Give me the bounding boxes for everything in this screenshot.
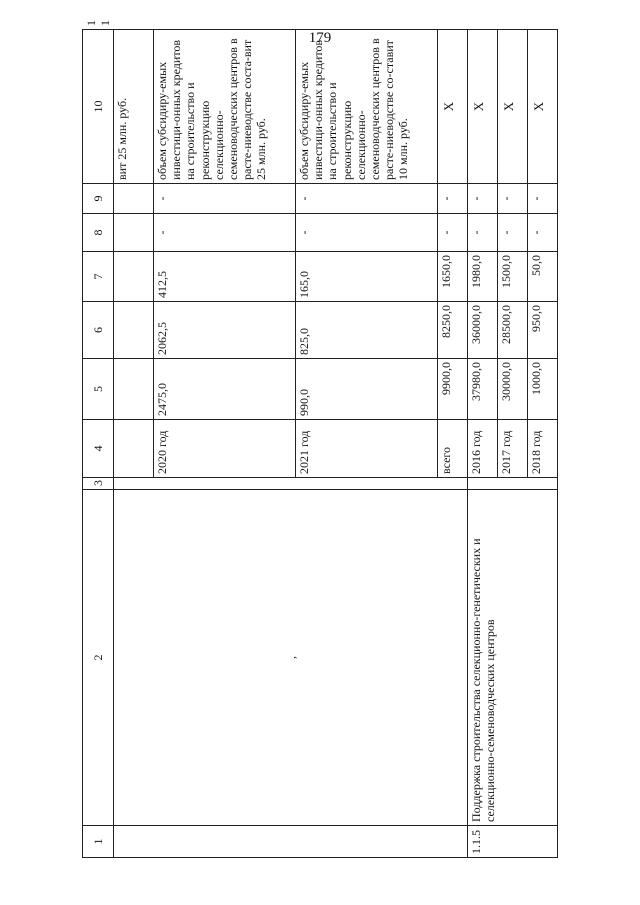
description-2020: объем субсидиру-емых инвестици-онных кредитов на строительство и реконструкцию селекционно-семеноводческих центров в расте-ниеводстве соста-вит 25 млн. руб. — [154, 30, 296, 184]
col-header-5: 5 — [83, 359, 114, 420]
item-name: Поддержка строительства селекционно-генетических и селекционно-семеноводческих центров — [468, 490, 558, 826]
year-2016: 2016 год — [468, 420, 498, 478]
year-2018: 2018 год — [528, 420, 558, 478]
year-2020: 2020 год — [154, 420, 296, 478]
col-header-3: 3 — [83, 478, 114, 490]
item-number: 1.1.5 — [468, 826, 558, 858]
program-table — [82, 20, 558, 858]
table-row-total: всего 9900,0 8250,0 1650,0 - - X — [438, 30, 468, 858]
table-row-2021: 2021 год 990,0 825,0 165,0 - - объем субсидиру-емых инвестици-онных кредитов на строительство и реконструкцию селекционно-семеноводческих центров в расте-ниеводстве со-ставит 10 млн. руб. — [296, 30, 438, 858]
col-header-8: 8 — [83, 214, 114, 252]
year-total: всего — [438, 420, 468, 478]
year-2021: 2021 год — [296, 420, 438, 478]
year-2017: 2017 год — [498, 420, 528, 478]
col-header-1: 1 — [83, 826, 114, 858]
table-row-2020: 2020 год 2475,0 2062,5 412,5 - - объем субсидиру-емых инвестици-онных кредитов на строительство и реконструкцию селекционно-семеноводческих центров в расте-ниеводстве соста-вит 25 млн. руб. — [154, 30, 296, 858]
col-header-4: 4 — [83, 420, 114, 478]
stray-mark: , — [114, 490, 468, 826]
col-header-7: 7 — [83, 252, 114, 302]
page-number: 179 — [308, 30, 332, 46]
col-header-2: 2 — [83, 490, 114, 826]
table-row-2016: 1.1.5 Поддержка строительства селекционно-генетических и селекционно-семеноводческих центров 2016 год 37980,0 36000,0 1980,0 - - X — [468, 30, 498, 858]
col-header-10: 10 — [83, 30, 114, 184]
table-row-2018: 2018 год 1000,0 950,0 50,0 - - X — [528, 30, 558, 858]
table-row — [114, 30, 154, 858]
col-header-6: 6 — [83, 302, 114, 359]
table-row-2017: 2017 год 30000,0 28500,0 1500,0 - - X — [498, 30, 528, 858]
description-2021: объем субсидиру-емых инвестици-онных кредитов на строительство и реконструкцию селекционно-семеноводческих центров в расте-ниеводстве со-ставит 10 млн. руб. — [296, 30, 438, 184]
carry-over-text: вит 25 млн. руб. — [114, 30, 154, 184]
col-header-9: 9 — [83, 184, 114, 214]
header-row: 1 2 3 4 5 6 7 8 9 10 11 — [83, 30, 114, 858]
